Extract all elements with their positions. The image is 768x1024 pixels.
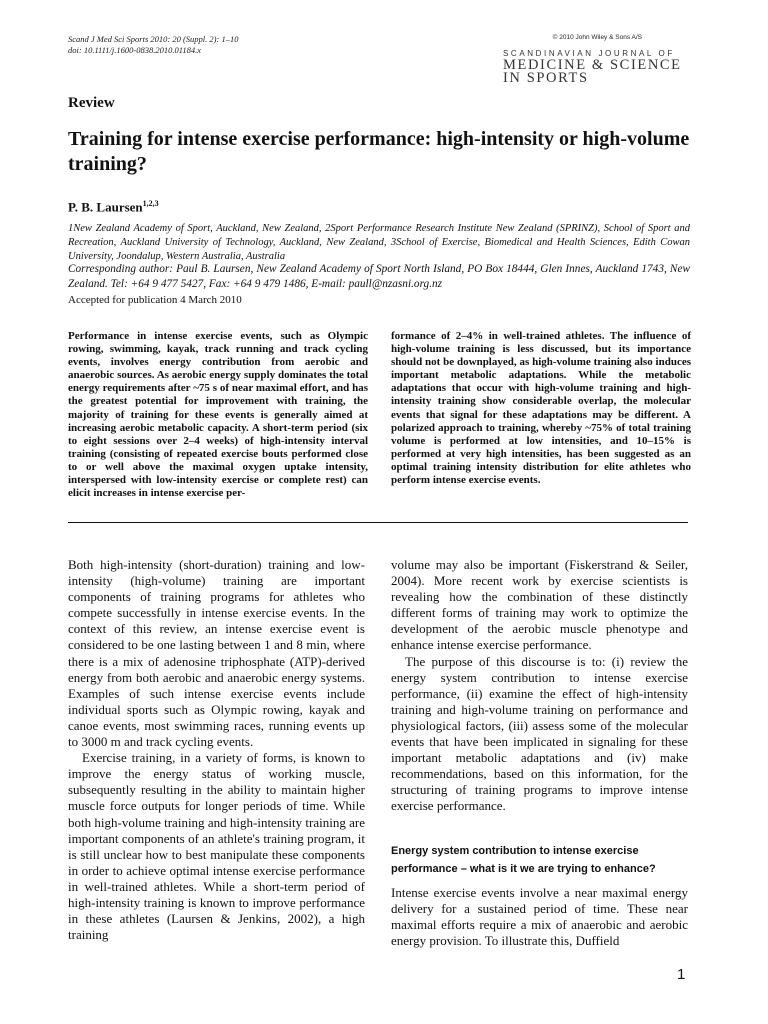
author-name: P. B. Laursen xyxy=(68,199,143,215)
page-number: 1 xyxy=(677,966,686,983)
body-paragraph: Intense exercise events involve a near maximal energy delivery for a sustained period of time. These near maximal efforts require a mix of anaerobic and aerobic energy provision. To illustrate this, Duffield xyxy=(391,885,688,949)
journal-name-line1: SCANDINAVIAN JOURNAL OF xyxy=(503,49,675,58)
abstract-right-column: formance of 2–4% in well-trained athletes. The influence of high-volume training is less discussed, but its importance should not be downplayed, as high-volume training also induces important metabolic adaptations. While the metabolic adaptations that occur with high-volume training and high-intensity training show considerable overlap, the molecular events that signal for these adaptations may be different. A polarized approach to training, whereby ~75% of total training volume is performed at low intensities, and 10–15% is performed at very high intensities, has been suggested as an optimal training intensity distribution for elite athletes who perform intense exercise events. xyxy=(391,330,691,487)
corresponding-author: Corresponding author: Paul B. Laursen, New Zealand Academy of Sport North Island, PO Box 18444, Glen Innes, Auckland 1743, New Zealand. Tel: +64 9 477 5427, Fax: +64 9 479 1486, E-mail: paull@nzasni.org.nz xyxy=(68,263,690,290)
citation-doi: doi: 10.1111/j.1600-0838.2010.01184.x xyxy=(68,45,201,55)
article-title: Training for intense exercise performance: high-intensity or high-volume training? xyxy=(68,128,690,175)
body-paragraph: Both high-intensity (short-duration) training and low-intensity (high-volume) training are important components of training programs for athletes who compete successfully in intense exercise events. In the context of this review, an intense exercise event is considered to be one lasting between 1 and 8 min, where there is a mix of adenosine triphosphate (ATP)-derived energy from both aerobic and anaerobic energy systems. Examples of such intense exercise events include individual sports such as Olympic rowing, kayak and canoe events, most swimming races, running events up to 3000 m and track cycling events. xyxy=(68,557,365,750)
author xyxy=(68,199,159,215)
section-label: Review xyxy=(68,95,115,111)
body-left-column xyxy=(68,557,365,943)
body-paragraph: volume may also be important (Fiskerstrand & Seiler, 2004). More recent work by exercise scientists is revealing how the combination of these distinctly different forms of training may work to optimize the development of the aerobic muscle phenotype and enhance intense exercise performance. xyxy=(391,557,688,653)
accepted-date: Accepted for publication 4 March 2010 xyxy=(68,294,242,306)
body-right-column xyxy=(391,557,688,815)
abstract-divider xyxy=(68,522,688,523)
abstract-left-column: Performance in intense exercise events, such as Olympic rowing, swimming, kayak, track running and track cycling events, involves energy contribution from aerobic and anaerobic sources. As aerobic energy supply dominates the total energy requirements after ~75 s of near maximal effort, and has the greatest potential for improvement with training, the majority of training for these events is generally aimed at increasing aerobic metabolic capacity. A short-term period (six to eight sessions over 2–4 weeks) of high-intensity interval training (consisting of repeated exercise bouts performed close to or well above the maximal oxygen uptake intensity, interspersed with low-intensity exercise or complete rest) can elicit increases in intense exercise per- xyxy=(68,330,368,500)
body-paragraph: Exercise training, in a variety of forms, is known to improve the energy status of working muscle, subsequently resulting in the ability to maintain higher muscle force outputs for longer periods of time. While both high-volume training and high-intensity training are important components of an athlete's training program, it is still unclear how to best manipulate these components in order to achieve optimal intense exercise performance in well-trained athletes. While a short-term period of high-intensity training is known to improve performance in these athletes (Laursen & Jenkins, 2002), a high training xyxy=(68,750,365,943)
citation-volume: Scand J Med Sci Sports 2010: 20 (Suppl. 2): 1–10 xyxy=(68,34,239,44)
journal-logo xyxy=(503,48,693,85)
affiliations: 1New Zealand Academy of Sport, Auckland, New Zealand, 2Sport Performance Research Institute New Zealand (SPRINZ), School of Sport and Recreation, Auckland University of Technology, Auckland, New Zealand, 3School of Exercise, Biomedical and Health Sciences, Edith Cowan University, Joondalup, Western Australia, Australia xyxy=(68,223,690,262)
author-affiliation-marks: 1,2,3 xyxy=(142,199,159,208)
section-heading: Energy system contribution to intense exercise performance – what is it we are trying to enhance? xyxy=(391,845,656,875)
copyright-notice: © 2010 John Wiley & Sons A/S xyxy=(552,34,642,41)
citation xyxy=(68,34,238,56)
journal-name-line3: IN SPORTS xyxy=(503,70,589,86)
body-paragraph: The purpose of this discourse is to: (i) review the energy system contribution to intense exercise performance, (ii) examine the effect of high-intensity training and high-volume training on performance and physiological factors, (iii) assess some of the molecular events that have been implicated in signaling for these important metabolic adaptations and (iv) make recommendations, based on this information, for the structuring of training programs to improve intense exercise performance. xyxy=(391,653,688,814)
journal-name-line2: MEDICINE & SCIENCE xyxy=(503,57,682,73)
